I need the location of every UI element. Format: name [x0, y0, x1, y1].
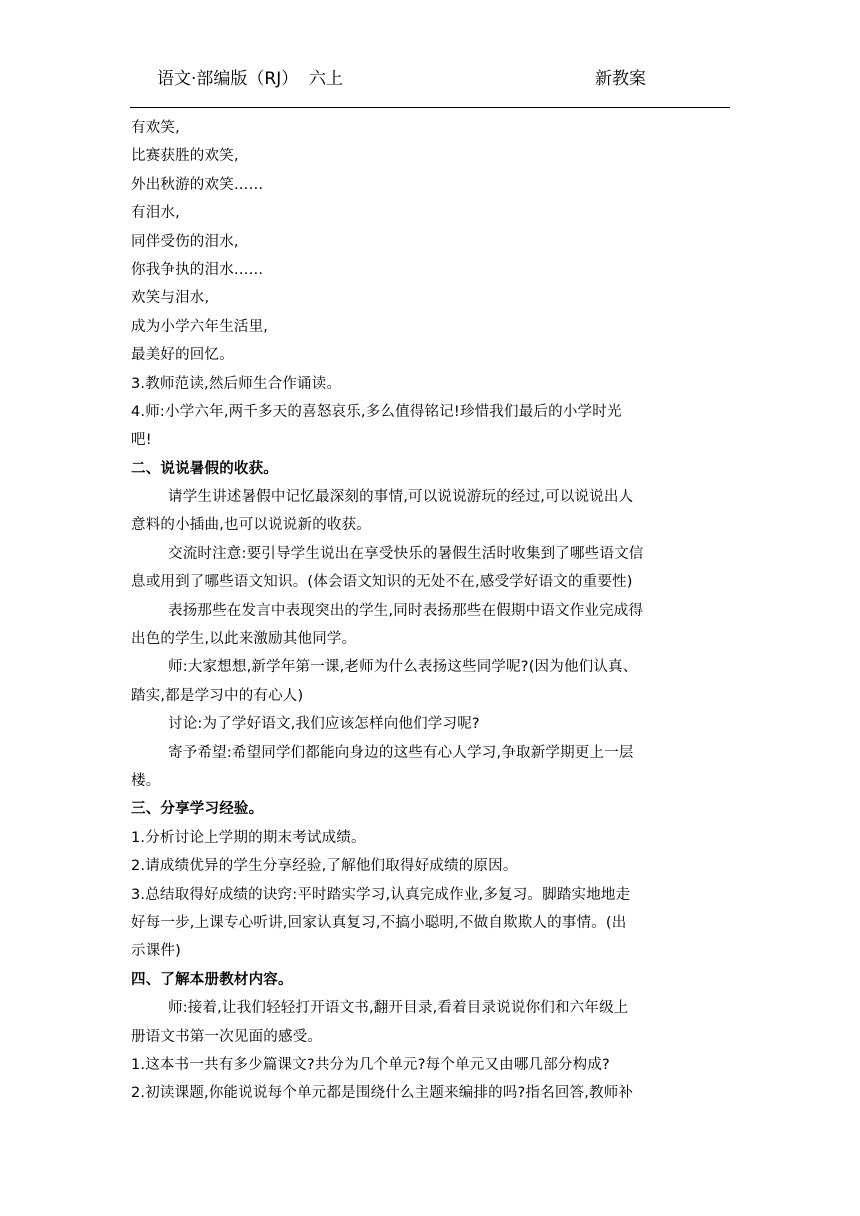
text-line: 2.请成绩优异的学生分享经验,了解他们取得好成绩的原因。: [131, 858, 518, 875]
header-divider: [130, 107, 730, 108]
text-line: 2.初读课题,你能说说每个单元都是围绕什么主题来编排的吗?指名回答,教师补: [131, 1085, 634, 1102]
text-line: 表扬那些在发言中表现突出的学生,同时表扬那些在假期中语文作业完成得: [168, 602, 644, 619]
text-line: 师:接着,让我们轻轻打开语文书,翻开目录,看着目录说说你们和六年级上: [168, 1000, 629, 1017]
document-body: [131, 114, 731, 1108]
section-heading: 三、分享学习经验。: [131, 801, 264, 818]
text-line: 3.总结取得好成绩的诀窍:平时踏实学习,认真完成作业,多复习。脚踏实地地走: [131, 886, 631, 903]
text-line: 请学生讲述暑假中记忆最深刻的事情,可以说说游玩的经过,可以说说出人: [168, 489, 634, 506]
text-line: 3.教师范读,然后师生合作诵读。: [131, 375, 342, 392]
text-line: 踏实,都是学习中的有心人): [131, 687, 304, 704]
text-line: 成为小学六年生活里,: [131, 318, 269, 335]
page-header: [130, 0, 730, 110]
text-line: 意料的小插曲,也可以说说新的收获。: [131, 517, 372, 534]
text-line: 示课件): [131, 943, 181, 960]
text-line: 你我争执的泪水……: [131, 261, 264, 278]
text-line: 外出秋游的欢笑……: [131, 176, 264, 193]
text-line: 好每一步,上课专心听讲,回家认真复习,不搞小聪明,不做自欺欺人的事情。(出: [131, 914, 627, 931]
text-line: 同伴受伤的泪水,: [131, 233, 239, 250]
text-line: 讨论:为了学好语文,我们应该怎样向他们学习呢?: [168, 716, 480, 733]
text-line: 出色的学生,以此来激励其他同学。: [131, 631, 357, 648]
text-line: 有欢笑,: [131, 120, 180, 136]
section-heading: 二、说说暑假的收获。: [131, 460, 278, 477]
text-line: 息或用到了哪些语文知识。(体会语文知识的无处不在,感受学好语文的重要性): [131, 574, 633, 591]
text-line: 吧!: [131, 432, 152, 449]
text-line: 1.这本书一共有多少篇课文?共分为几个单元?每个单元又由哪几部分构成?: [131, 1056, 610, 1073]
text-line: 寄予希望:希望同学们都能向身边的这些有心人学习,争取新学期更上一层: [168, 744, 634, 761]
text-line: 1.分析讨论上学期的期末考试成绩。: [131, 829, 366, 846]
text-line: 册语文书第一次见面的感受。: [131, 1028, 323, 1045]
header-doc-type: 新教案: [595, 69, 646, 89]
text-line: 有泪水,: [131, 205, 180, 222]
text-line: 欢笑与泪水,: [131, 290, 210, 307]
text-line: 师:大家想想,新学年第一课,老师为什么表扬这些同学呢?(因为他们认真、: [168, 659, 638, 676]
header-course-title: 语文·部编版（RJ） 六上: [157, 69, 344, 89]
text-line: 交流时注意:要引导学生说出在享受快乐的暑假生活时收集到了哪些语文信: [168, 545, 644, 562]
text-line: 比赛获胜的欢笑,: [131, 148, 239, 165]
text-line: 最美好的回忆。: [131, 347, 234, 364]
text-line: 4.师:小学六年,两千多天的喜怒哀乐,多么值得铭记!珍惜我们最后的小学时光: [131, 403, 622, 420]
section-heading: 四、了解本册教材内容。: [131, 971, 293, 988]
text-line: 楼。: [131, 772, 161, 789]
